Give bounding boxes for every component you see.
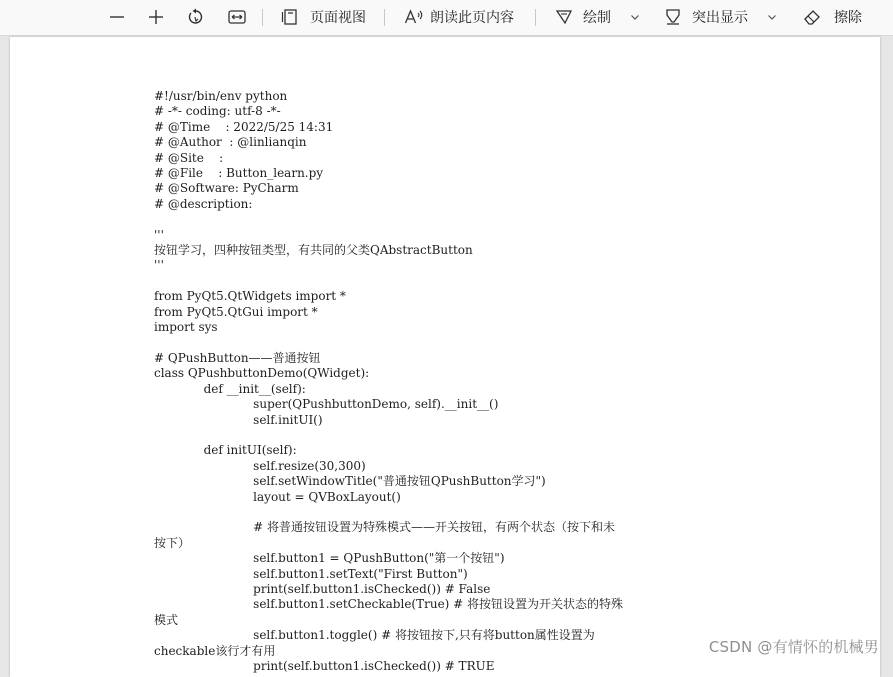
page-view-button[interactable] [281,4,366,30]
draw-icon [555,8,573,26]
code-line: 模式 [154,612,179,627]
code-line: self.resize(30,300) [154,458,366,473]
code-line: 按钮学习，四种按钮类型，有共同的父类QAbstractButton [154,243,473,258]
highlight-label: 突出显示 [692,10,748,26]
fit-to-width-button[interactable] [227,4,247,30]
csdn-watermark: CSDN @有情怀的机械男 [708,638,879,656]
code-line: # @Time : 2022/5/25 14:31 [154,119,334,134]
code-line: import sys [154,320,218,335]
code-line: checkable该行才有用 [154,643,276,658]
toolbar-divider [384,9,385,26]
code-line: #!/usr/bin/env python [154,89,288,103]
read-aloud-button[interactable] [404,4,514,30]
code-line: # 将普通按钮设置为特殊模式——开关按钮，有两个状态（按下和未 [154,520,616,535]
draw-button[interactable] [555,4,641,30]
code-line: layout = QVBoxLayout() [154,489,401,504]
erase-button[interactable] [802,4,862,30]
toolbar-divider [262,9,263,26]
code-line [154,336,623,351]
chevron-down-icon[interactable] [629,11,641,23]
code-line: def initUI(self): [154,443,297,458]
eraser-icon [802,8,822,26]
highlight-button[interactable] [664,4,778,30]
code-line: # -*- coding: utf-8 -*- [154,104,281,119]
code-line: # @description: [154,196,253,211]
rotate-button[interactable] [187,4,205,30]
code-line: 按下） [154,535,191,550]
zoom-in-button[interactable] [147,4,165,30]
toolbar-divider [535,9,536,26]
code-line: ''' [154,227,164,242]
read-aloud-icon [404,8,424,26]
erase-label: 擦除 [834,10,862,26]
zoom-out-button[interactable] [108,4,126,30]
code-line: from PyQt5.QtGui import * [154,304,318,319]
fit-width-icon [227,8,247,26]
code-line: self.button1.setText("First Button") [154,566,468,581]
code-listing [154,89,623,674]
code-line [154,212,623,227]
code-line [154,428,623,443]
pdf-page [10,37,880,677]
code-line: self.button1.toggle() # 将按钮按下,只有将button属性设置为 [154,628,595,643]
code-line [154,274,623,289]
code-line: print(self.button1.isChecked()) # False [154,582,491,596]
code-line: # @Software: PyCharm [154,181,299,196]
draw-label: 绘制 [583,10,611,26]
code-line: self.setWindowTitle("普通按钮QPushButton学习") [154,474,546,489]
minus-icon [108,8,126,26]
pdf-toolbar [0,0,893,36]
code-line: class QPushbuttonDemo(QWidget): [154,366,370,381]
code-line: self.button1 = QPushButton("第一个按钮") [154,551,505,566]
page-view-icon [281,8,299,26]
code-line: ''' [154,258,164,273]
code-line: def __init__(self): [154,381,306,396]
highlighter-icon [664,8,682,26]
code-line: print(self.button1.isChecked()) # TRUE [154,659,495,674]
rotate-icon [187,8,205,26]
page-view-label: 页面视图 [310,10,366,26]
code-line [154,505,623,520]
code-line: self.initUI() [154,412,323,427]
read-aloud-label: 朗读此页内容 [430,10,514,26]
code-line: # QPushButton——普通按钮 [154,350,321,365]
code-line: # @Author : @linlianqin [154,135,307,150]
chevron-down-icon[interactable] [766,11,778,23]
code-line: self.button1.setCheckable(True) # 将按钮设置为开关状态的特殊 [154,597,624,612]
code-line: from PyQt5.QtWidgets import * [154,289,346,304]
code-line: # @Site : [154,150,224,165]
code-line: super(QPushbuttonDemo, self).__init__() [154,397,499,412]
code-line: # @File : Button_learn.py [154,166,324,181]
plus-icon [147,8,165,26]
